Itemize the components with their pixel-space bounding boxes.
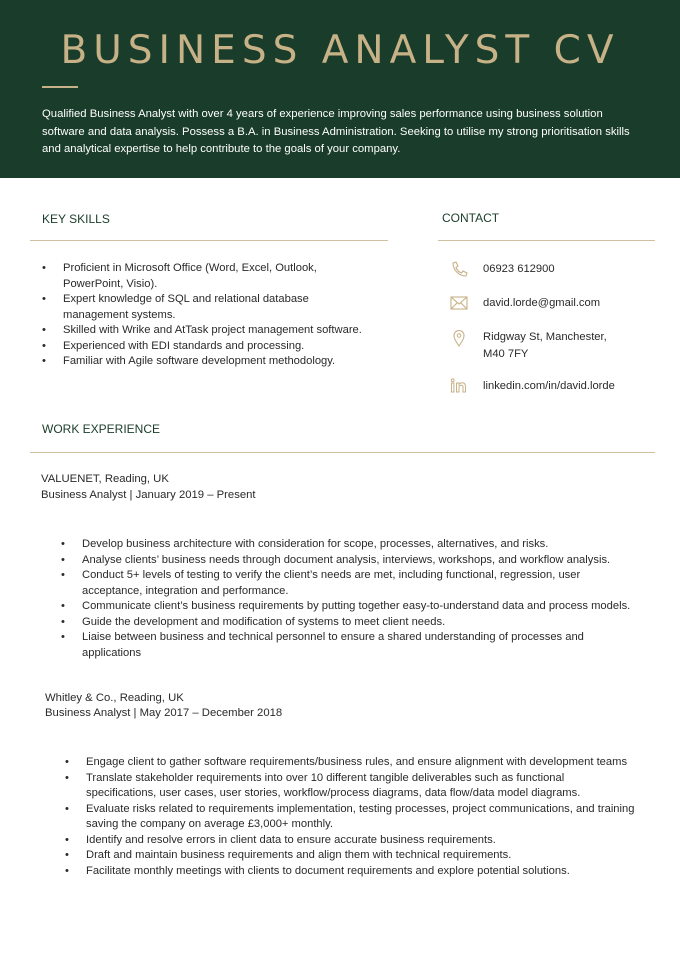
job-bullet: • Liaise between business and technical personnel to ensure a shared understanding of processes and applications (82, 630, 642, 661)
skill-item: • Expert knowledge of SQL and relational database management systems. (63, 292, 363, 323)
contact-email-row (450, 295, 643, 312)
skills-divider (30, 240, 388, 241)
skill-item: • Familiar with Agile software development methodology. (63, 354, 363, 370)
contact-divider (438, 240, 655, 241)
job-bullet: • Facilitate monthly meetings with clients to document requirements and explore potential solutions. (86, 864, 636, 880)
experience-divider (30, 452, 655, 453)
header-banner (0, 0, 680, 178)
address-line-1: Ridgway St, Manchester, (483, 331, 607, 343)
contact-heading: CONTACT (442, 211, 500, 225)
linkedin-icon (450, 378, 468, 394)
phone-icon (450, 261, 468, 277)
profile-summary: Qualified Business Analyst with over 4 years of experience improving sales performance using business solution software and data analysis. Possess a B.A. in Business Administration. Seeking to utilise my strong prioritisation skills and analytical expertise to help contribute to the goals of your company. (42, 108, 630, 155)
job-2-company: Whitley & Co., Reading, UK (45, 692, 184, 704)
job-1-role: Business Analyst | January 2019 – Present (41, 489, 256, 501)
skill-item: • Skilled with Wrike and AtTask project management software. (63, 323, 363, 339)
skill-item: • Proficient in Microsoft Office (Word, Excel, Outlook, PowerPoint, Visio). (63, 261, 363, 292)
contact-linkedin-row (450, 378, 643, 395)
skill-item: • Experienced with EDI standards and processing. (63, 339, 363, 355)
contact-phone[interactable]: 06923 612900 (483, 263, 555, 275)
skills-heading: KEY SKILLS (42, 212, 110, 226)
skills-list (63, 261, 363, 370)
job-bullet: • Conduct 5+ levels of testing to verify the client’s needs are met, including functional, regression, user acceptance, integration and performance. (82, 568, 642, 599)
job-2-role: Business Analyst | May 2017 – December 2018 (45, 707, 283, 719)
job-bullet: • Draft and maintain business requirements and align them with technical requirements. (86, 848, 636, 864)
job-bullet: • Identify and resolve errors in client data to ensure accurate business requirements. (86, 833, 636, 849)
experience-heading: WORK EXPERIENCE (42, 422, 161, 436)
job-bullet: • Engage client to gather software requirements/business rules, and ensure alignment with development teams (86, 755, 636, 771)
contact-email[interactable]: david.lorde@gmail.com (483, 297, 601, 309)
address-line-2: M40 7FY (483, 348, 529, 360)
contact-phone-row (450, 261, 643, 278)
job-2-bullets (86, 755, 636, 879)
job-1-bullets (82, 537, 642, 661)
job-bullet: • Evaluate risks related to requirements implementation, testing processes, project communications, and training saving the company on average £3,000+ monthly. (86, 802, 636, 833)
job-1-company: VALUENET, Reading, UK (41, 473, 169, 485)
job-bullet: • Translate stakeholder requirements into over 10 different tangible deliverables such as functional specifications, user cases, user stories, workflow/process diagrams, data flow/data model diagrams. (86, 771, 636, 802)
cv-title: BUSINESS ANALYST CV (60, 28, 620, 73)
location-pin-icon (450, 329, 468, 345)
job-bullet: • Develop business architecture with consideration for scope, processes, alternatives, and risks. (82, 537, 642, 553)
envelope-icon (450, 295, 468, 311)
job-bullet: • Guide the development and modification of systems to meet client needs. (82, 615, 642, 631)
job-bullet: • Communicate client’s business requirements by putting together easy-to-understand data and process models. (82, 599, 642, 615)
contact-address (483, 329, 643, 363)
contact-address-row (450, 329, 643, 363)
job-bullet: • Analyse clients’ business needs through document analysis, interviews, workshops, and workflow analysis. (82, 553, 642, 569)
title-underline (42, 86, 78, 88)
contact-linkedin[interactable]: linkedin.com/in/david.lorde (483, 380, 615, 392)
